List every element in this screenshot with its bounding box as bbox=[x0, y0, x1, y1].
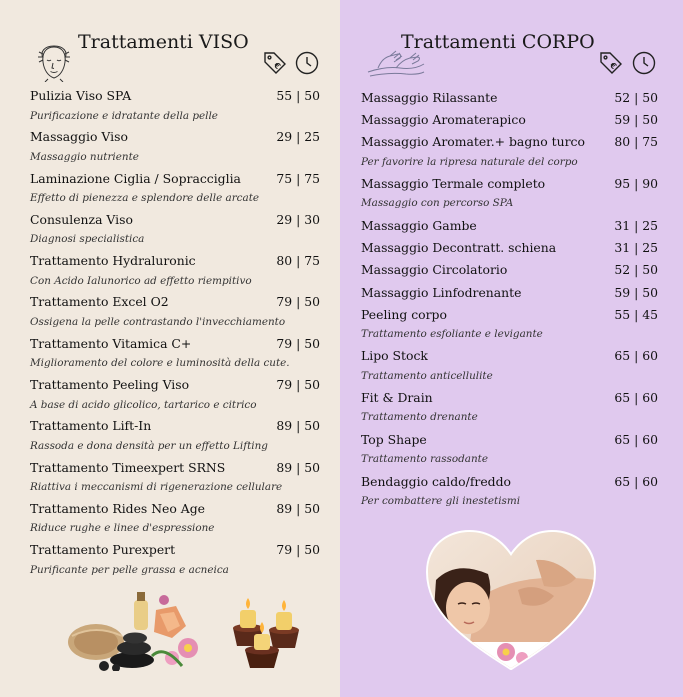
treatment-name: Lipo Stock bbox=[361, 348, 428, 364]
treatment-item-bendaggio-caldo-freddo bbox=[361, 471, 658, 513]
treatment-name: Trattamento Vitamica C+ bbox=[30, 335, 192, 351]
face-treatments-list bbox=[30, 86, 320, 582]
treatment-description: Riattiva i meccanismi di rigenerazione cellulare bbox=[30, 481, 283, 494]
treatment-description: Rassoda e dona densità per un effetto Lifting bbox=[30, 439, 268, 452]
treatment-price: 65 | 60 bbox=[614, 473, 658, 489]
treatment-row bbox=[30, 458, 320, 479]
treatment-row bbox=[361, 259, 658, 281]
treatment-price: 52 | 50 bbox=[614, 262, 658, 278]
treatment-description: Massaggio nutriente bbox=[30, 150, 139, 163]
treatment-row bbox=[361, 215, 658, 237]
body-treatments-list bbox=[361, 87, 658, 513]
treatment-row bbox=[30, 334, 320, 355]
treatment-item-massaggio-viso bbox=[30, 127, 320, 168]
svg-text:€: € bbox=[607, 60, 619, 71]
treatment-name: Massaggio Aromater.+ bagno turco bbox=[361, 134, 585, 150]
treatment-row bbox=[30, 169, 320, 190]
treatment-row bbox=[30, 251, 320, 272]
treatment-name: Bendaggio caldo/freddo bbox=[361, 473, 511, 489]
svg-text:€: € bbox=[271, 60, 283, 71]
treatment-name: Massaggio Termale completo bbox=[361, 176, 546, 192]
treatment-price: 29 | 25 bbox=[276, 129, 320, 145]
treatment-item-trattamento-peeling-viso bbox=[30, 375, 320, 416]
treatment-row bbox=[361, 471, 658, 493]
treatment-price: 89 | 50 bbox=[276, 500, 320, 516]
treatment-price: 65 | 60 bbox=[614, 348, 658, 364]
treatment-item-lipo-stock bbox=[361, 345, 658, 387]
treatment-item-fit-drain bbox=[361, 387, 658, 429]
treatment-name: Trattamento Rides Neo Age bbox=[30, 500, 205, 516]
treatment-price: 79 | 50 bbox=[276, 335, 320, 351]
treatment-description: Ossigena la pelle contrastando l'invecchiamento bbox=[30, 315, 286, 328]
treatment-price: 31 | 25 bbox=[614, 217, 658, 233]
treatment-description: Trattamento esfoliante e levigante bbox=[361, 327, 543, 340]
treatment-price: 89 | 50 bbox=[276, 418, 320, 434]
treatment-name: Fit & Drain bbox=[361, 390, 433, 406]
treatment-name: Pulizia Viso SPA bbox=[30, 88, 132, 103]
treatment-item-massaggio-gambe bbox=[361, 215, 658, 237]
spa-stones-illustration bbox=[64, 586, 209, 671]
treatment-row bbox=[30, 127, 320, 148]
treatment-row bbox=[30, 210, 320, 231]
treatment-row bbox=[361, 282, 658, 304]
treatment-row bbox=[361, 387, 658, 409]
treatment-name: Trattamento Hydraluronic bbox=[30, 253, 196, 269]
treatment-price: 80 | 75 bbox=[276, 253, 320, 269]
treatment-description: Trattamento anticellulite bbox=[361, 369, 493, 382]
treatment-description: Purificazione e idratante della pelle bbox=[30, 109, 218, 122]
treatment-description: A base di acido glicolico, tartarico e citrico bbox=[30, 398, 257, 411]
candles-illustration bbox=[228, 594, 304, 672]
treatment-row bbox=[30, 416, 320, 437]
treatment-item-trattamento-purexpert bbox=[30, 540, 320, 581]
treatment-name: Massaggio Decontratt. schiena bbox=[361, 240, 557, 256]
treatment-row bbox=[361, 304, 658, 326]
treatment-name: Trattamento Peeling Viso bbox=[30, 377, 190, 393]
treatment-row bbox=[30, 375, 320, 396]
treatment-name: Top Shape bbox=[361, 432, 427, 448]
face-treatments-panel bbox=[0, 0, 340, 697]
treatment-item-massaggio-aromater-bagno-turco bbox=[361, 131, 658, 173]
treatment-name: Massaggio Aromaterapico bbox=[361, 112, 526, 128]
treatment-price: 55 | 45 bbox=[614, 306, 658, 322]
treatment-row bbox=[361, 131, 658, 153]
treatment-description: Effetto di pienezza e splendore delle arcate bbox=[30, 192, 260, 205]
treatment-name: Trattamento Excel O2 bbox=[30, 294, 169, 310]
treatment-row bbox=[30, 86, 320, 107]
heart-massage-photo bbox=[426, 530, 596, 670]
treatment-item-laminazione-ciglia-sopracciglia bbox=[30, 169, 320, 210]
treatment-price: 29 | 30 bbox=[276, 211, 320, 227]
treatment-row bbox=[361, 173, 658, 195]
treatment-item-massaggio-termale-completo bbox=[361, 173, 658, 215]
treatment-description: Per combattere gli inestetismi bbox=[361, 495, 521, 507]
treatment-row bbox=[361, 429, 658, 451]
treatment-price: 89 | 50 bbox=[276, 459, 320, 475]
treatment-item-massaggio-aromaterapico bbox=[361, 109, 658, 131]
treatment-price: 79 | 50 bbox=[276, 377, 320, 393]
treatment-row bbox=[361, 87, 658, 109]
treatment-name: Massaggio Rilassante bbox=[361, 90, 498, 105]
treatment-description: Miglioramento del colore e luminosità della cute. bbox=[30, 357, 290, 370]
treatment-price: 59 | 50 bbox=[614, 284, 658, 300]
treatment-name: Trattamento Timeexpert SRNS bbox=[30, 459, 226, 475]
treatment-item-trattamento-vitamica-c bbox=[30, 334, 320, 375]
treatment-price: 75 | 75 bbox=[276, 170, 320, 186]
treatment-item-massaggio-rilassante bbox=[361, 87, 658, 109]
treatment-row bbox=[30, 292, 320, 313]
treatment-name: Massaggio Gambe bbox=[361, 217, 477, 233]
treatment-name: Laminazione Ciglia / Sopracciglia bbox=[30, 170, 241, 186]
treatment-item-peeling-corpo bbox=[361, 304, 658, 346]
treatment-item-massaggio-decontratt-schiena bbox=[361, 237, 658, 259]
treatment-description: Riduce rughe e linee d'espressione bbox=[30, 522, 215, 535]
treatment-name: Massaggio Circolatorio bbox=[361, 262, 508, 278]
treatment-row bbox=[30, 499, 320, 520]
treatment-item-trattamento-rides-neo-age bbox=[30, 499, 320, 540]
treatment-name: Massaggio Viso bbox=[30, 129, 128, 145]
treatment-item-consulenza-viso bbox=[30, 210, 320, 251]
treatment-row bbox=[361, 237, 658, 259]
treatment-price: 95 | 90 bbox=[614, 176, 658, 192]
treatment-item-pulizia-viso-spa bbox=[30, 86, 320, 127]
treatment-name: Trattamento Purexpert bbox=[30, 542, 176, 558]
clock-icon bbox=[632, 51, 656, 75]
treatment-price: 80 | 75 bbox=[614, 134, 658, 150]
treatment-description: Purificante per pelle grassa e acneica bbox=[30, 563, 229, 576]
treatment-item-top-shape bbox=[361, 429, 658, 471]
treatment-price: 55 | 50 bbox=[276, 88, 320, 103]
body-treatments-panel bbox=[340, 0, 683, 697]
treatment-price: 65 | 60 bbox=[614, 390, 658, 406]
treatment-price: 59 | 50 bbox=[614, 112, 658, 128]
treatment-name: Massaggio Linfodrenante bbox=[361, 284, 522, 300]
treatment-price: 65 | 60 bbox=[614, 432, 658, 448]
treatment-row bbox=[361, 345, 658, 367]
treatment-item-trattamento-hydraluronic bbox=[30, 251, 320, 292]
body-treatments-title: Trattamenti CORPO bbox=[401, 31, 595, 53]
treatment-description: Trattamento drenante bbox=[361, 411, 478, 424]
treatment-description: Con Acido Ialunorico ad effetto riempitivo bbox=[30, 274, 252, 287]
treatment-description: Per favorire la ripresa naturale del corpo bbox=[361, 155, 578, 168]
treatment-price: 31 | 25 bbox=[614, 240, 658, 256]
treatment-name: Peeling corpo bbox=[361, 306, 447, 322]
treatment-row bbox=[30, 540, 320, 561]
treatment-price: 52 | 50 bbox=[614, 90, 658, 105]
treatment-item-trattamento-excel-o2 bbox=[30, 292, 320, 333]
treatment-price: 79 | 50 bbox=[276, 294, 320, 310]
treatment-item-massaggio-linfodrenante bbox=[361, 282, 658, 304]
treatment-item-trattamento-timeexpert-srns bbox=[30, 458, 320, 499]
euro-tag-icon bbox=[598, 50, 624, 76]
treatment-item-trattamento-lift-in bbox=[30, 416, 320, 457]
treatment-name: Trattamento Lift-In bbox=[30, 418, 152, 434]
treatment-description: Diagnosi specialistica bbox=[30, 233, 145, 246]
clock-icon bbox=[295, 51, 319, 75]
treatment-description: Trattamento rassodante bbox=[361, 453, 489, 466]
treatment-item-massaggio-circolatorio bbox=[361, 259, 658, 281]
face-icon bbox=[36, 44, 72, 82]
treatment-name: Consulenza Viso bbox=[30, 211, 133, 227]
treatment-price: 79 | 50 bbox=[276, 542, 320, 558]
treatment-description: Massaggio con percorso SPA bbox=[361, 197, 514, 210]
treatment-row bbox=[361, 109, 658, 131]
face-treatments-title: Trattamenti VISO bbox=[78, 31, 249, 53]
euro-tag-icon bbox=[262, 50, 288, 76]
